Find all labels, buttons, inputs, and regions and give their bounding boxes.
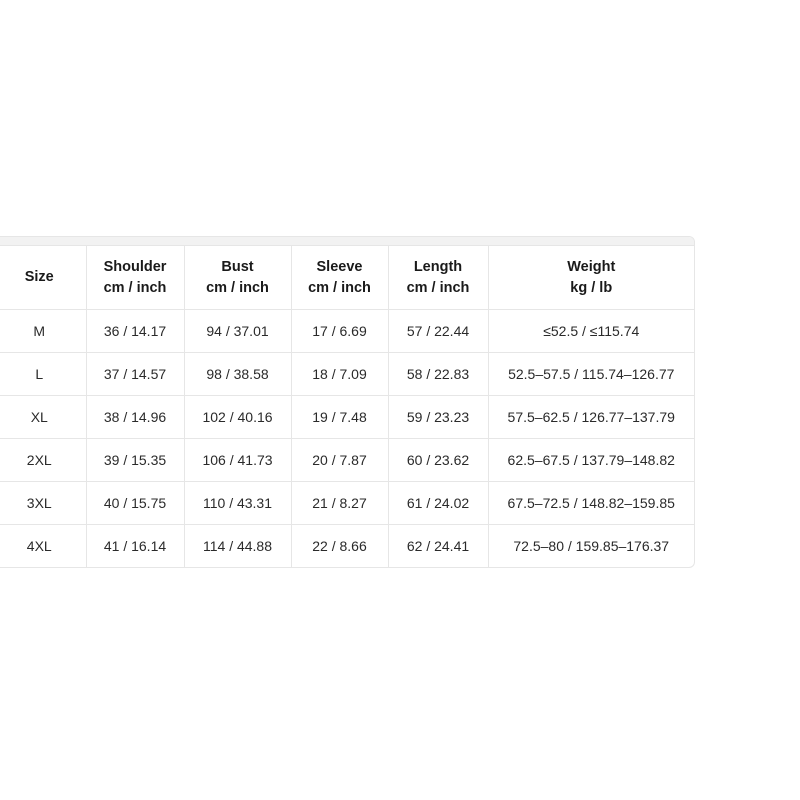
table-header-row <box>0 246 694 310</box>
header-length-unit: cm / inch <box>406 279 470 296</box>
cell-sleeve: 20 / 7.87 <box>291 439 388 482</box>
cell-sleeve: 22 / 8.66 <box>291 525 388 568</box>
cell-length: 62 / 24.41 <box>388 525 488 568</box>
cell-weight: 57.5–62.5 / 126.77–137.79 <box>488 396 694 439</box>
table-row <box>0 353 694 396</box>
header-shoulder-unit: cm / inch <box>103 279 167 296</box>
cell-length: 57 / 22.44 <box>388 310 488 353</box>
cell-size: 3XL <box>0 482 86 525</box>
table-row <box>0 439 694 482</box>
cell-shoulder: 40 / 15.75 <box>86 482 184 525</box>
cell-length: 61 / 24.02 <box>388 482 488 525</box>
header-sleeve-label: Sleeve <box>316 258 363 275</box>
cell-bust: 106 / 41.73 <box>184 439 291 482</box>
cell-size: XL <box>0 396 86 439</box>
cell-shoulder: 38 / 14.96 <box>86 396 184 439</box>
cell-bust: 94 / 37.01 <box>184 310 291 353</box>
cell-length: 60 / 23.62 <box>388 439 488 482</box>
cell-length: 58 / 22.83 <box>388 353 488 396</box>
cell-shoulder: 37 / 14.57 <box>86 353 184 396</box>
cell-length: 59 / 23.23 <box>388 396 488 439</box>
header-weight <box>488 246 694 310</box>
cell-bust: 98 / 38.58 <box>184 353 291 396</box>
cell-weight: ≤52.5 / ≤115.74 <box>488 310 694 353</box>
header-weight-unit: kg / lb <box>570 279 613 296</box>
cell-size: 2XL <box>0 439 86 482</box>
header-shoulder-label: Shoulder <box>103 258 167 275</box>
header-bust <box>184 246 291 310</box>
cell-weight: 67.5–72.5 / 148.82–159.85 <box>488 482 694 525</box>
header-size-label: Size <box>24 269 54 285</box>
header-length <box>388 246 488 310</box>
cell-bust: 102 / 40.16 <box>184 396 291 439</box>
header-size <box>0 246 86 310</box>
header-weight-label: Weight <box>567 258 616 275</box>
size-chart-table <box>0 246 694 567</box>
cell-bust: 114 / 44.88 <box>184 525 291 568</box>
cell-weight: 52.5–57.5 / 115.74–126.77 <box>488 353 694 396</box>
header-shoulder <box>86 246 184 310</box>
cell-sleeve: 18 / 7.09 <box>291 353 388 396</box>
table-row <box>0 525 694 568</box>
header-bust-label: Bust <box>221 258 254 275</box>
cell-sleeve: 19 / 7.48 <box>291 396 388 439</box>
cell-sleeve: 17 / 6.69 <box>291 310 388 353</box>
cell-sleeve: 21 / 8.27 <box>291 482 388 525</box>
size-chart-table-container <box>0 236 695 568</box>
header-bust-unit: cm / inch <box>206 279 269 296</box>
cell-size: 4XL <box>0 525 86 568</box>
cell-size: M <box>0 310 86 353</box>
table-row <box>0 310 694 353</box>
header-sleeve <box>291 246 388 310</box>
cell-shoulder: 41 / 16.14 <box>86 525 184 568</box>
cell-shoulder: 39 / 15.35 <box>86 439 184 482</box>
table-row <box>0 482 694 525</box>
cell-shoulder: 36 / 14.17 <box>86 310 184 353</box>
cell-weight: 72.5–80 / 159.85–176.37 <box>513 538 670 554</box>
table-row <box>0 396 694 439</box>
header-length-label: Length <box>413 258 463 275</box>
cell-weight: 62.5–67.5 / 137.79–148.82 <box>488 439 694 482</box>
header-sleeve-unit: cm / inch <box>308 279 371 296</box>
table-top-strip <box>0 237 694 246</box>
cell-size: L <box>0 353 86 396</box>
cell-bust: 110 / 43.31 <box>184 482 291 525</box>
